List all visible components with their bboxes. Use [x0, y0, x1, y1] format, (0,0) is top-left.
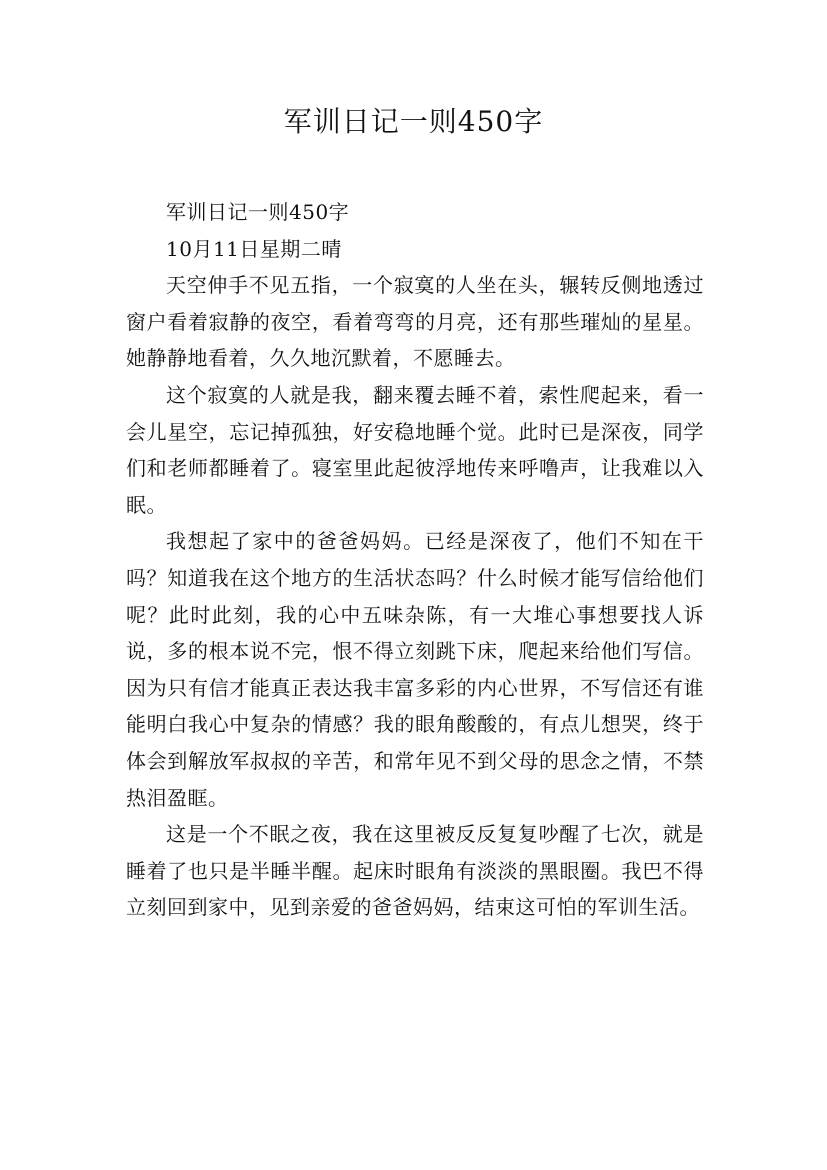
body-paragraph: 这个寂寞的人就是我，翻来覆去睡不着，索性爬起来，看一会儿星空，忘记掉孤独，好安稳地睡个觉。此时已是深夜，同学们和老师都睡着了。寝室里此起彼浮地传来呼噜声，让我难以入眠。: [126, 382, 704, 517]
date-line: 10月11日星期二晴: [166, 236, 342, 261]
body-paragraph: 我想起了家中的爸爸妈妈。已经是深夜了，他们不知在干吗？知道我在这个地方的生活状态吗？什么时候才能写信给他们呢？此时此刻，我的心中五味杂陈，有一大堆心事想要找人诉说，多的根本说不完，恨不得立刻跳下床，爬起来给他们写信。因为只有信才能真正表达我丰富多彩的内心世界，不写信还有谁能明白我心中复杂的情感？我的眼角酸酸的，有点儿想哭，终于体会到解放军叔叔的辛苦，和常年见不到父母的思念之情，不禁热泪盈眶。: [126, 529, 704, 810]
body-paragraph: 天空伸手不见五指，一个寂寞的人坐在头，辗转反侧地透过窗户看着寂静的夜空，看着弯弯的月亮，还有那些璀灿的星星。她静静地看着，久久地沉默着，不愿睡去。: [126, 273, 704, 371]
document-title: 军训日记一则450字: [283, 105, 544, 138]
subtitle-paragraph: 军训日记一则450字: [166, 200, 350, 224]
document-body: [126, 194, 704, 926]
body-paragraph: 这是一个不眠之夜，我在这里被反反复复吵醒了七次，就是睡着了也只是半睡半醒。起床时眼角有淡淡的黑眼圈。我巴不得立刻回到家中，见到亲爱的爸爸妈妈，结束这可怕的军训生活。: [126, 822, 704, 920]
